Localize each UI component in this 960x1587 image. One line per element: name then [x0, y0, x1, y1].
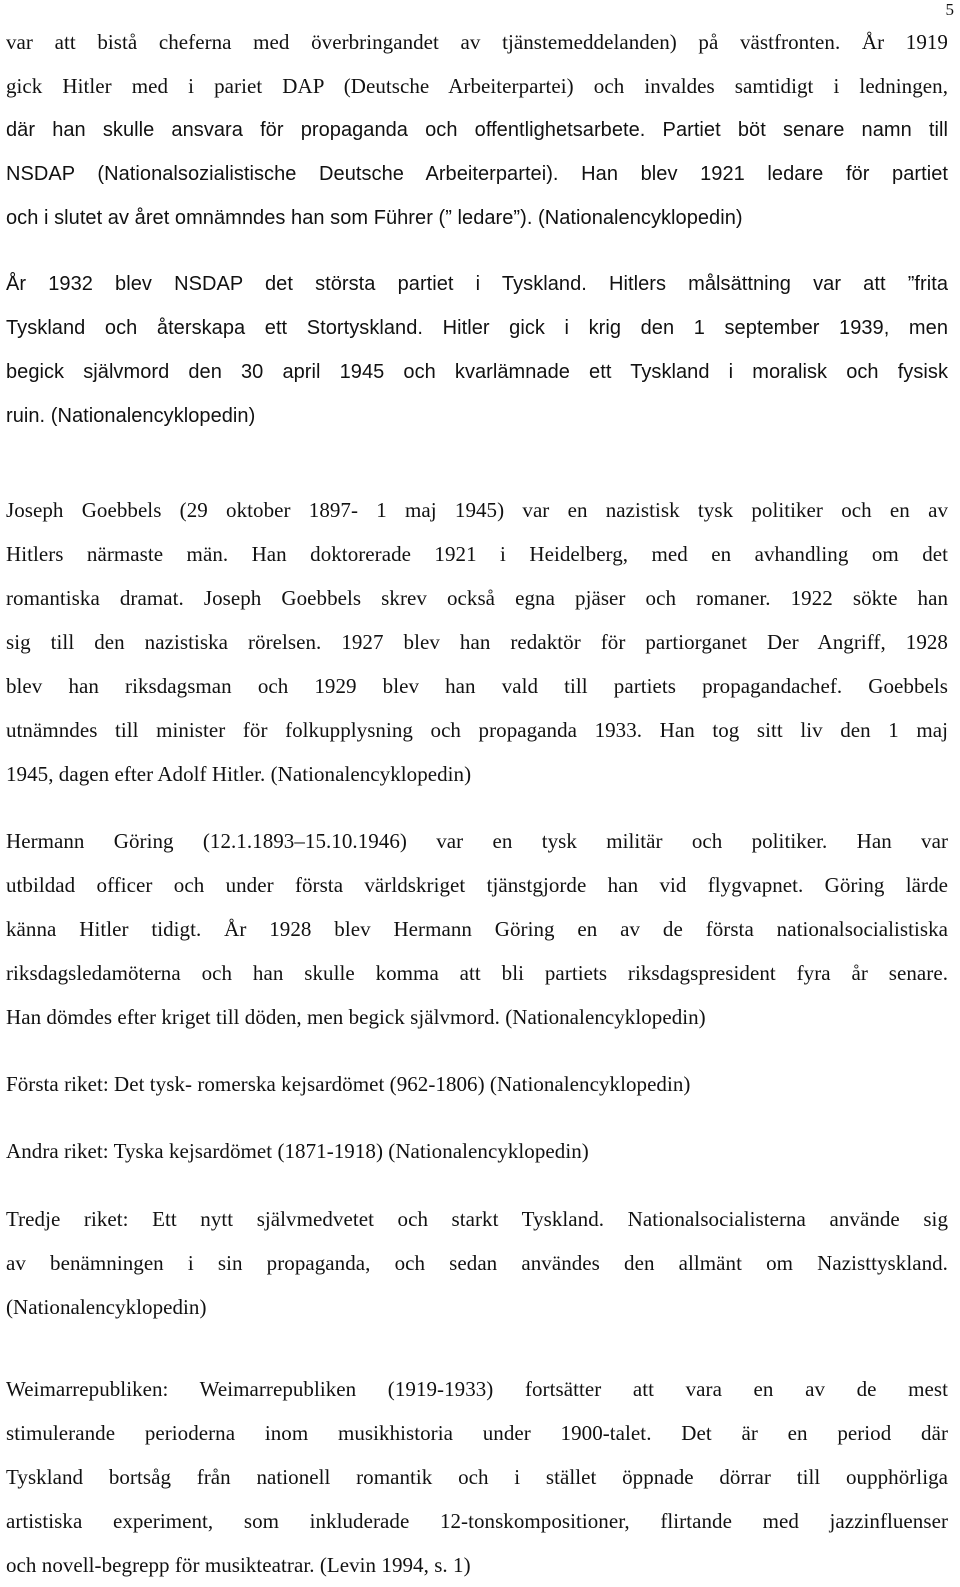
text-line: Joseph Goebbels (29 oktober 1897- 1 maj 1945) var en nazistisk tysk politiker och en av: [6, 498, 948, 522]
text-line: (Nationalencyklopedin): [6, 1295, 207, 1319]
paragraph-goring: [6, 819, 948, 1039]
text-line: blev han riksdagsman och 1929 blev han vald till partiets propagandachef. Goebbels: [6, 674, 948, 698]
text-line: 1945, dagen efter Adolf Hitler. (Nationalencyklopedin): [6, 762, 472, 786]
text-line: Hermann Göring (12.1.1893–15.10.1946) var en tysk militär och politiker. Han var: [6, 829, 948, 853]
page-number: 5: [945, 0, 954, 19]
text-line: och i slutet av året omnämndes han som Führer (” ledare”). (Nationalencyklopedin): [6, 207, 743, 229]
paragraph-forsta-riket: [6, 1062, 948, 1106]
paragraph-weimarrepubliken: [6, 1367, 948, 1587]
text-line: där han skulle ansvara för propaganda och offentlighetsarbete. Partiet böt senare namn till: [6, 119, 948, 141]
paragraph-goebbels: [6, 488, 948, 796]
text-line: Tyskland och återskapa ett Stortyskland. Hitler gick i krig den 1 september 1939, men: [6, 317, 948, 339]
text-line: och novell-begrepp för musikteatrar. (Levin 1994, s. 1): [6, 1553, 471, 1577]
paragraph-andra-riket: [6, 1129, 948, 1173]
paragraph-tredje-riket: [6, 1197, 948, 1329]
text-line: utnämndes till minister för folkupplysning och propaganda 1933. Han tog sitt liv den 1 maj: [6, 718, 948, 742]
text-line: stimulerande perioderna inom musikhistoria under 1900-talet. Det är en period där: [6, 1421, 948, 1445]
text-line: känna Hitler tidigt. År 1928 blev Hermann Göring en av de första nationalsocialistiska: [6, 917, 948, 941]
text-line: Första riket: Det tysk- romerska kejsardömet (962-1806) (Nationalencyklopedin): [6, 1072, 691, 1096]
text-line: NSDAP (Nationalsozialistische Deutsche Arbeiterpartei). Han blev 1921 ledare för partiet: [6, 163, 948, 185]
text-line: gick Hitler med i pariet DAP (Deutsche Arbeiterpartei) och invaldes samtidigt i ledningen,: [6, 74, 948, 98]
text-line: Weimarrepubliken: Weimarrepubliken (1919-1933) fortsätter att vara en av de mest: [6, 1377, 948, 1401]
text-line: av benämningen i sin propaganda, och sedan användes den allmänt om Nazisttyskland.: [6, 1251, 948, 1275]
text-line: riksdagsledamöterna och han skulle komma att bli partiets riksdagspresident fyra år senare.: [6, 961, 948, 985]
text-line: Andra riket: Tyska kejsardömet (1871-1918) (Nationalencyklopedin): [6, 1139, 589, 1163]
text-line: romantiska dramat. Joseph Goebbels skrev också egna pjäser och romaner. 1922 sökte han: [6, 586, 948, 610]
text-line: År 1932 blev NSDAP det största partiet i Tyskland. Hitlers målsättning var att ”frita: [6, 273, 948, 295]
text-line: sig till den nazistiska rörelsen. 1927 blev han redaktör för partiorganet Der Angriff, 1928: [6, 630, 948, 654]
text-line: Tyskland bortsåg från nationell romantik och i stället öppnade dörrar till oupphörliga: [6, 1465, 948, 1489]
paragraph-hitler-dap: [6, 20, 948, 240]
text-line: Tredje riket: Ett nytt självmedvetet och starkt Tyskland. Nationalsocialisterna använde sig: [6, 1207, 948, 1231]
text-line: var att bistå cheferna med överbringandet av tjänstemeddelanden) på västfronten. År 1919: [6, 30, 948, 54]
paragraph-nsdap-1932: [6, 262, 948, 438]
text-line: Han dömdes efter kriget till döden, men begick självmord. (Nationalencyklopedin): [6, 1005, 706, 1029]
text-line: utbildad officer och under första världskriget tjänstgjorde han vid flygvapnet. Göring lärde: [6, 873, 948, 897]
text-line: Hitlers närmaste män. Han doktorerade 1921 i Heidelberg, med en avhandling om det: [6, 542, 948, 566]
text-line: begick självmord den 30 april 1945 och kvarlämnade ett Tyskland i moralisk och fysisk: [6, 361, 948, 383]
text-line: ruin. (Nationalencyklopedin): [6, 405, 256, 427]
text-line: artistiska experiment, som inkluderade 12-tonskompositioner, flirtande med jazzinfluenser: [6, 1509, 948, 1533]
